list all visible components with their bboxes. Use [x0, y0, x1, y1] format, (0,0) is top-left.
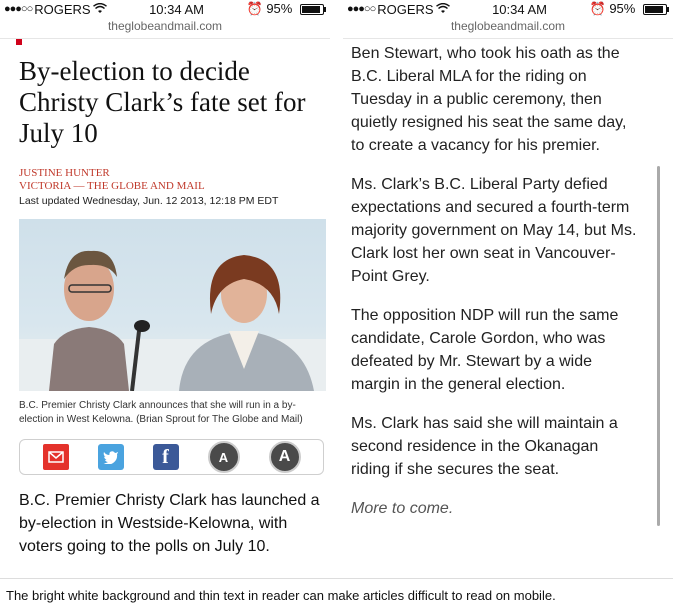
battery-percent: 95%	[609, 1, 636, 16]
twitter-share-button[interactable]	[98, 444, 124, 470]
carrier-name: ROGERS	[377, 1, 434, 17]
reader-paragraph: Ms. Clark has said she will maintain a second residence in the Okanagan riding if she secures the seat.	[351, 415, 618, 478]
more-to-come-note: More to come.	[351, 500, 454, 517]
facebook-share-button[interactable]	[153, 444, 179, 470]
signal-strength-icon: ●●●○○	[4, 3, 33, 15]
signal-strength-icon: ●●●○○	[347, 3, 376, 15]
alarm-icon: ⏰	[246, 1, 263, 16]
url-bar[interactable]: theglobeandmail.com	[0, 18, 330, 39]
reader-paragraph: Ben Stewart, who took his oath as the B.C. Liberal MLA for the riding on Tuesday in a public ceremony, then quietly resigned his seat the same day, to create a vacancy for his premier.	[351, 45, 627, 154]
email-share-button[interactable]	[43, 444, 69, 470]
battery-percent: 95%	[266, 1, 293, 16]
share-toolbar	[19, 439, 324, 475]
carrier-name: ROGERS	[34, 1, 91, 17]
byline	[19, 167, 324, 193]
article-photo[interactable]	[19, 219, 326, 391]
status-bar	[343, 0, 673, 18]
battery-icon	[300, 4, 324, 15]
screen-divider	[333, 0, 341, 578]
alarm-icon: ⏰	[589, 1, 606, 16]
text-size-small-button[interactable]	[208, 441, 240, 473]
battery-status	[247, 1, 324, 17]
facebook-icon: f	[162, 445, 169, 468]
article-body	[19, 489, 324, 578]
photo-caption: B.C. Premier Christy Clark announces that she will run in a by-election in West Kelowna. (Brian Sprout for The Globe and Mail)	[19, 400, 303, 425]
wifi-icon	[436, 2, 450, 17]
twitter-icon	[103, 450, 119, 464]
reader-paragraph: The opposition NDP will run the same candidate, Carole Gordon, who was defeated by Mr. Stewart by a wide margin in the general election.	[351, 307, 619, 393]
email-icon	[48, 451, 64, 463]
wifi-icon	[93, 2, 107, 17]
battery-status	[590, 1, 667, 17]
scrollbar[interactable]	[657, 166, 660, 526]
right-phone-reader-screen	[343, 0, 673, 578]
clock: 10:34 AM	[149, 1, 205, 17]
caption-divider	[0, 578, 673, 579]
article-headline: By-election to decide Christy Clark’s fate set for July 10	[19, 56, 306, 148]
figure-caption: The bright white background and thin text in reader can make articles difficult to read on mobile.	[6, 588, 556, 603]
article	[19, 56, 324, 578]
dateline: VICTORIA — THE GLOBE AND MAIL	[19, 180, 205, 192]
reader-article-body	[351, 42, 641, 536]
signal-carrier	[4, 2, 107, 17]
a-circle-large-icon: A	[278, 448, 291, 465]
battery-icon	[643, 4, 667, 15]
a-circle-icon: A	[218, 449, 229, 465]
signal-carrier	[347, 2, 450, 17]
status-bar	[0, 0, 330, 18]
section-marker	[16, 39, 22, 45]
reader-paragraph: Ms. Clark’s B.C. Liberal Party defied expectations and secured a fourth-term majority government on May 14, but Ms. Clark lost her own seat in Vancouver-Point Grey.	[351, 176, 637, 285]
updated-timestamp: Last updated Wednesday, Jun. 12 2013, 12:18 PM EDT	[19, 195, 279, 207]
left-phone-screen	[0, 0, 330, 578]
text-size-large-button[interactable]	[269, 441, 301, 473]
article-paragraph: B.C. Premier Christy Clark has launched a by-election in Westside-Kelowna, with voters going to the polls on July 10.	[19, 492, 320, 555]
url-bar[interactable]: theglobeandmail.com	[343, 18, 673, 39]
author-link[interactable]: JUSTINE HUNTER	[19, 167, 110, 179]
clock: 10:34 AM	[492, 1, 548, 17]
